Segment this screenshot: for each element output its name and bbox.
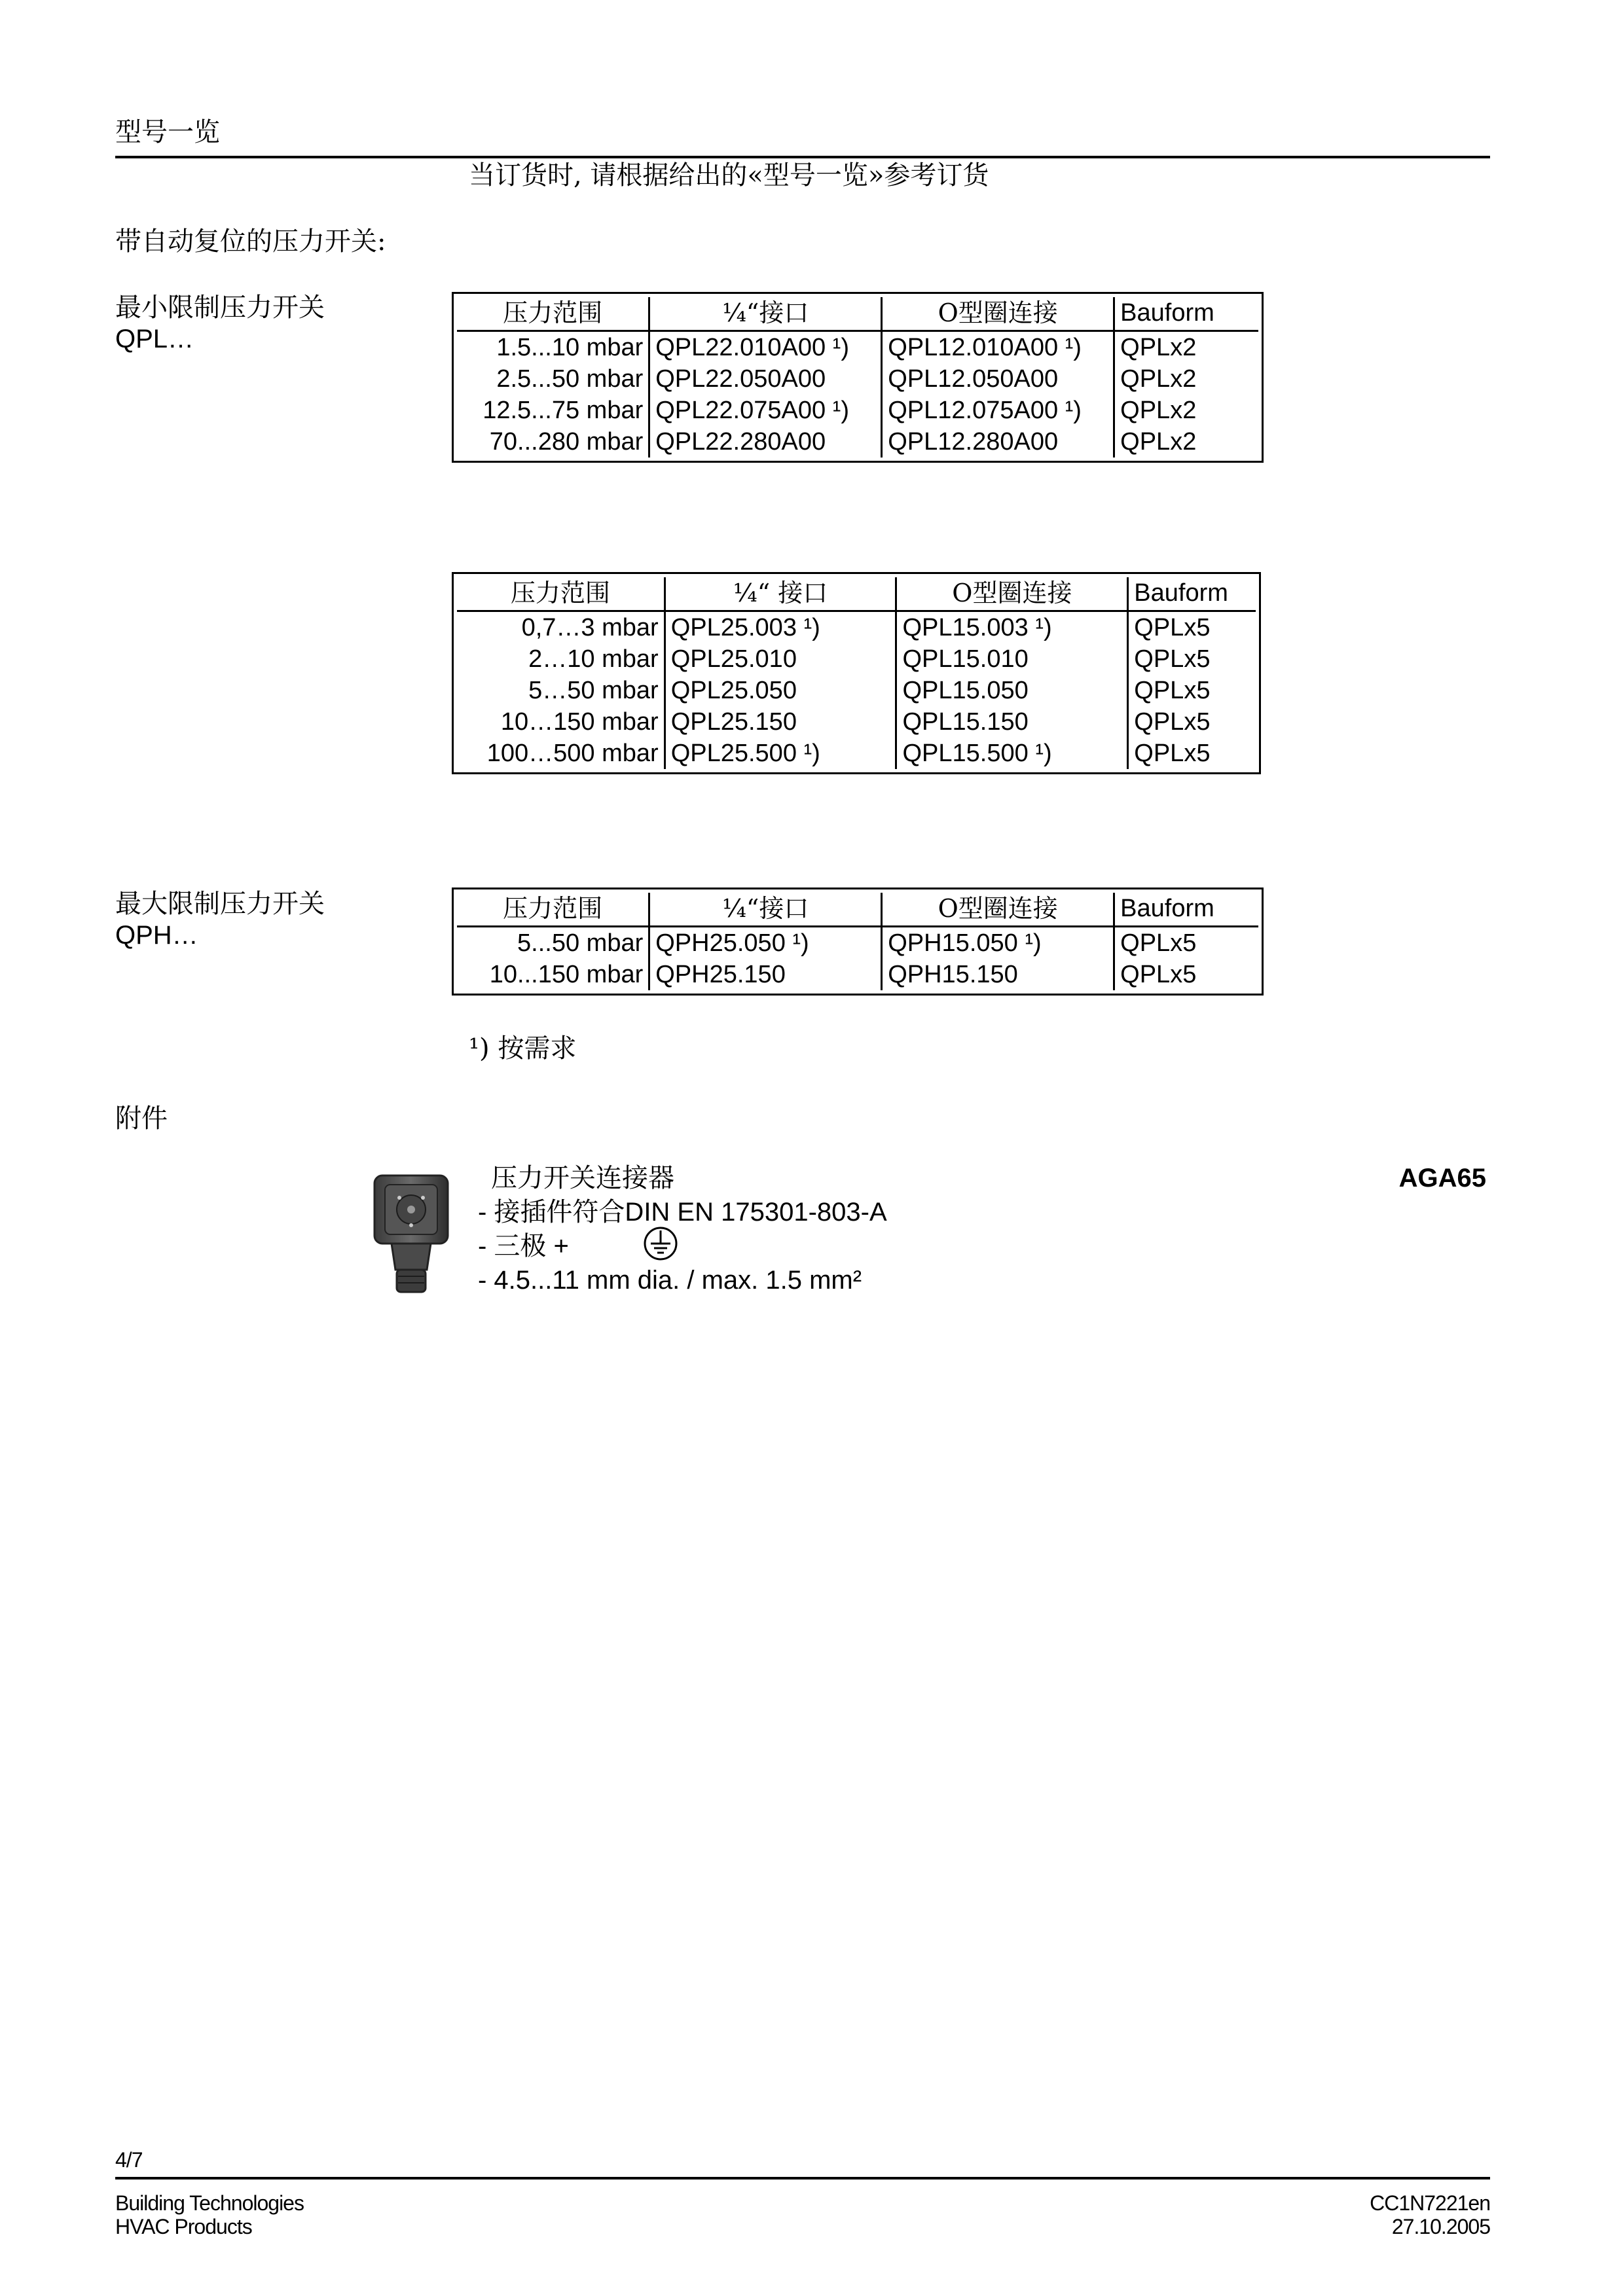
col-quarter-inch: ¼“接口 bbox=[649, 893, 882, 927]
cell-quarter-inch: QPH25.050 ¹) bbox=[649, 927, 882, 960]
cell-range: 5…50 mbar bbox=[528, 677, 659, 704]
min-switch-code: QPL… bbox=[115, 325, 194, 353]
cell-range: 5...50 mbar bbox=[457, 927, 649, 960]
accessory-model: AGA65 bbox=[1398, 1164, 1486, 1193]
table-row bbox=[457, 363, 1258, 395]
cell-range: 12.5...75 mbar bbox=[483, 397, 644, 424]
cell-quarter-inch: QPL25.003 ¹) bbox=[665, 611, 896, 644]
cell-bauform: QPLx5 bbox=[1128, 643, 1256, 675]
connector-photo bbox=[372, 1172, 450, 1296]
cell-range: 10…150 mbar bbox=[500, 708, 659, 736]
cell-range: 70...280 mbar bbox=[489, 428, 644, 456]
col-range: 压力范围 bbox=[457, 893, 649, 927]
accessory-line-1: - 接插件符合DIN EN 175301-803-A bbox=[478, 1198, 887, 1227]
cell-bauform: QPLx5 bbox=[1128, 738, 1256, 769]
table-row bbox=[457, 927, 1258, 960]
cell-o-ring: QPL15.003 ¹) bbox=[896, 611, 1128, 644]
cell-quarter-inch: QPL22.075A00 ¹) bbox=[649, 395, 882, 426]
cell-quarter-inch: QPL25.050 bbox=[665, 675, 896, 706]
footnote: ¹) 按需求 bbox=[469, 1033, 577, 1064]
cell-range: 2.5...50 mbar bbox=[496, 365, 644, 393]
cell-range: 2…10 mbar bbox=[528, 645, 659, 673]
cell-o-ring: QPL12.050A00 bbox=[882, 363, 1114, 395]
table-row bbox=[457, 959, 1258, 990]
order-note: 当订货时, 请根据给出的«型号一览»参考订货 bbox=[469, 160, 989, 190]
cell-bauform: QPLx5 bbox=[1128, 675, 1256, 706]
company-line-1: Building Technologies bbox=[115, 2191, 304, 2215]
col-range: 压力范围 bbox=[457, 577, 665, 611]
cell-bauform: QPLx2 bbox=[1114, 426, 1258, 457]
cell-range: 10...150 mbar bbox=[489, 961, 644, 988]
page-number: 4/7 bbox=[115, 2148, 143, 2172]
accessories-heading: 附件 bbox=[115, 1103, 168, 1134]
col-quarter-inch: ¼“接口 bbox=[649, 297, 882, 331]
col-bauform: Bauform bbox=[1128, 577, 1256, 611]
table-row bbox=[457, 706, 1256, 738]
min-switch-table-1 bbox=[452, 292, 1264, 463]
cell-bauform: QPLx5 bbox=[1114, 959, 1258, 990]
table-row bbox=[457, 426, 1258, 457]
cell-range: 100…500 mbar bbox=[486, 740, 659, 767]
section-title: 型号一览 bbox=[115, 117, 220, 147]
cell-quarter-inch: QPL22.050A00 bbox=[649, 363, 882, 395]
table-row bbox=[457, 675, 1256, 706]
cell-o-ring: QPL15.050 bbox=[896, 675, 1128, 706]
cell-quarter-inch: QPL22.280A00 bbox=[649, 426, 882, 457]
col-o-ring: O型圈连接 bbox=[896, 577, 1128, 611]
max-switch-title: 最大限制压力开关 bbox=[115, 889, 325, 919]
cell-range: 1.5...10 mbar bbox=[457, 331, 649, 364]
cell-range: 0,7…3 mbar bbox=[457, 611, 665, 644]
table-row bbox=[457, 611, 1256, 644]
col-o-ring: O型圈连接 bbox=[882, 893, 1114, 927]
cell-quarter-inch: QPL25.500 ¹) bbox=[665, 738, 896, 769]
cell-bauform: QPLx5 bbox=[1128, 611, 1256, 644]
table-row bbox=[457, 643, 1256, 675]
ground-symbol-icon bbox=[642, 1225, 680, 1262]
cell-bauform: QPLx5 bbox=[1114, 927, 1258, 960]
col-o-ring: O型圈连接 bbox=[882, 297, 1114, 331]
accessory-line-2: - 三极 + bbox=[478, 1232, 569, 1261]
max-switch-code: QPH… bbox=[115, 921, 198, 950]
min-switch-title: 最小限制压力开关 bbox=[115, 293, 325, 323]
col-bauform: Bauform bbox=[1114, 893, 1258, 927]
col-range: 压力范围 bbox=[457, 297, 649, 331]
footer-rule bbox=[115, 2177, 1490, 2179]
col-quarter-inch: ¼“ 接口 bbox=[665, 577, 896, 611]
cell-bauform: QPLx2 bbox=[1114, 395, 1258, 426]
table-row bbox=[457, 738, 1256, 769]
cell-quarter-inch: QPH25.150 bbox=[649, 959, 882, 990]
cell-o-ring: QPH15.050 ¹) bbox=[882, 927, 1114, 960]
table-header-row bbox=[457, 297, 1258, 331]
table-header-row bbox=[457, 893, 1258, 927]
cell-quarter-inch: QPL22.010A00 ¹) bbox=[649, 331, 882, 364]
accessory-title: 压力开关连接器 bbox=[491, 1163, 674, 1193]
cell-o-ring: QPL15.500 ¹) bbox=[896, 738, 1128, 769]
accessory-line-3: - 4.5...11 mm dia. / max. 1.5 mm² bbox=[478, 1266, 862, 1295]
max-switch-table bbox=[452, 888, 1264, 996]
cell-o-ring: QPL12.280A00 bbox=[882, 426, 1114, 457]
col-bauform: Bauform bbox=[1114, 297, 1258, 331]
cell-bauform: QPLx2 bbox=[1114, 331, 1258, 364]
cell-bauform: QPLx5 bbox=[1128, 706, 1256, 738]
cell-o-ring: QPL12.010A00 ¹) bbox=[882, 331, 1114, 364]
header-rule bbox=[115, 156, 1490, 158]
company-line-2: HVAC Products bbox=[115, 2215, 252, 2238]
cell-o-ring: QPL15.010 bbox=[896, 643, 1128, 675]
doc-code: CC1N7221en bbox=[1370, 2191, 1490, 2215]
table-row bbox=[457, 331, 1258, 364]
cell-o-ring: QPL15.150 bbox=[896, 706, 1128, 738]
cell-quarter-inch: QPL25.010 bbox=[665, 643, 896, 675]
table-header-row bbox=[457, 577, 1256, 611]
auto-reset-heading: 带自动复位的压力开关: bbox=[115, 226, 386, 257]
cell-o-ring: QPL12.075A00 ¹) bbox=[882, 395, 1114, 426]
min-switch-table-2 bbox=[452, 572, 1261, 774]
table-row bbox=[457, 395, 1258, 426]
cell-o-ring: QPH15.150 bbox=[882, 959, 1114, 990]
doc-date: 27.10.2005 bbox=[1391, 2215, 1490, 2238]
cell-bauform: QPLx2 bbox=[1114, 363, 1258, 395]
cell-quarter-inch: QPL25.150 bbox=[665, 706, 896, 738]
